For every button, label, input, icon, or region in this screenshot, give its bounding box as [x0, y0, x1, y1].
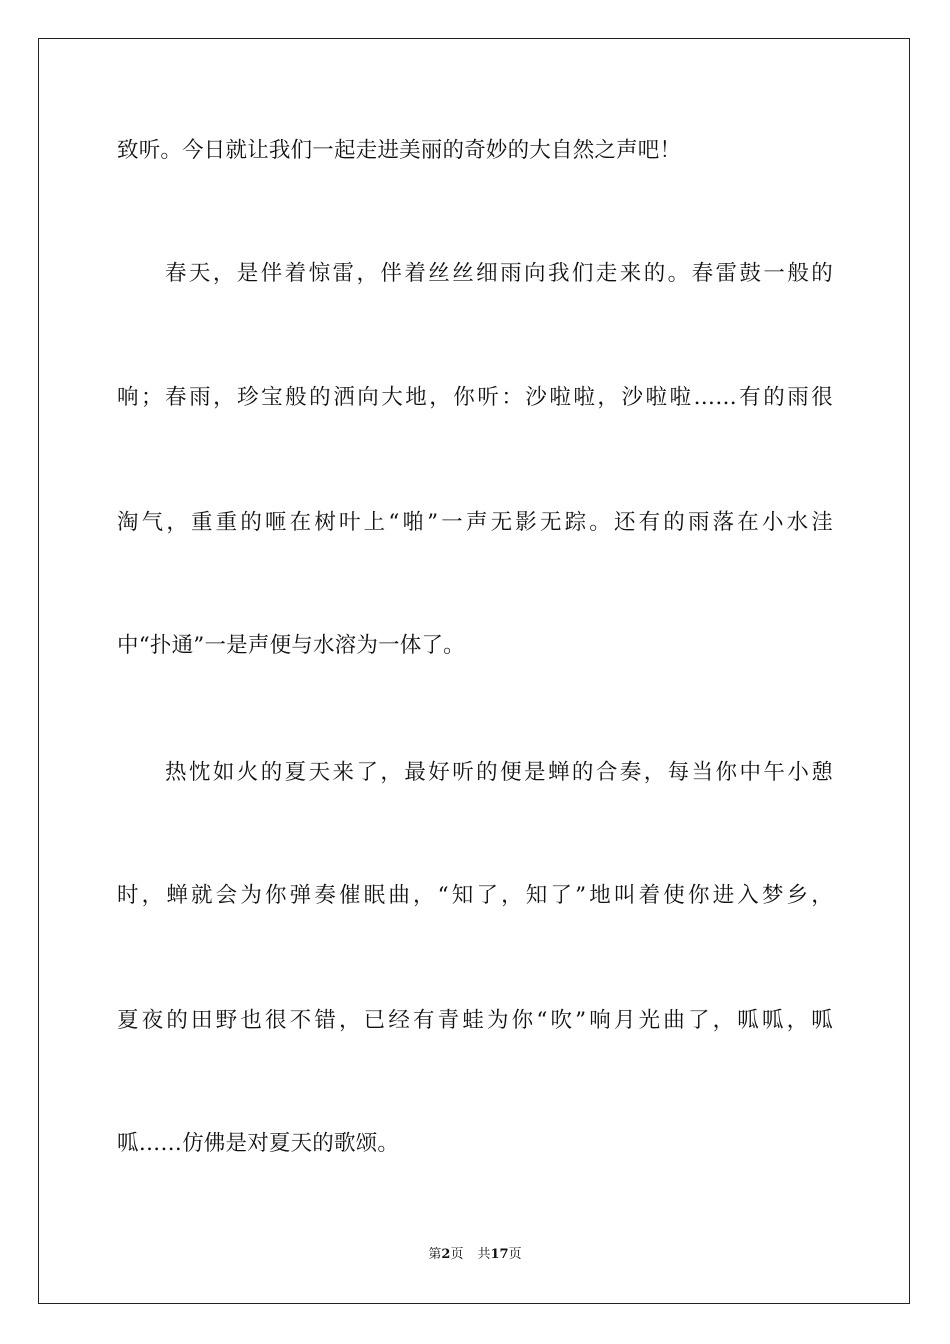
page-footer	[0, 1246, 950, 1264]
page-unit: 页	[450, 1247, 464, 1262]
text-line-8: 夏夜的田野也很不错，已经有青蛙为你“吹”响月光曲了，呱呱，呱	[117, 1008, 833, 1033]
text-line-7: 时，蝉就会为你弹奏催眠曲，“知了，知了”地叫着使你进入梦乡，	[117, 883, 833, 908]
total-unit: 页	[508, 1247, 522, 1262]
page-border	[38, 38, 910, 1304]
page-current: 2	[441, 1247, 451, 1262]
text-line-5: 中“扑通”一是声便与水溶为一体了。	[117, 633, 465, 658]
text-line-1: 致听。今日就让我们一起走进美丽的奇妙的大自然之声吧！	[117, 138, 682, 163]
text-line-6: 热忱如火的夏天来了，最好听的便是蝉的合奏，每当你中午小憩	[165, 760, 833, 785]
total-prefix: 共	[477, 1247, 491, 1262]
page-prefix: 第	[428, 1247, 442, 1262]
text-line-3: 响；春雨，珍宝般的洒向大地，你听：沙啦啦，沙啦啦……有的雨很	[117, 385, 833, 410]
page-total: 17	[490, 1247, 509, 1262]
text-line-4: 淘气，重重的咂在树叶上“啪”一声无影无踪。还有的雨落在小水洼	[117, 510, 833, 535]
text-line-9: 呱……仿佛是对夏天的歌颂。	[117, 1131, 400, 1156]
text-line-2: 春天，是伴着惊雷，伴着丝丝细雨向我们走来的。春雷鼓一般的	[165, 261, 833, 286]
